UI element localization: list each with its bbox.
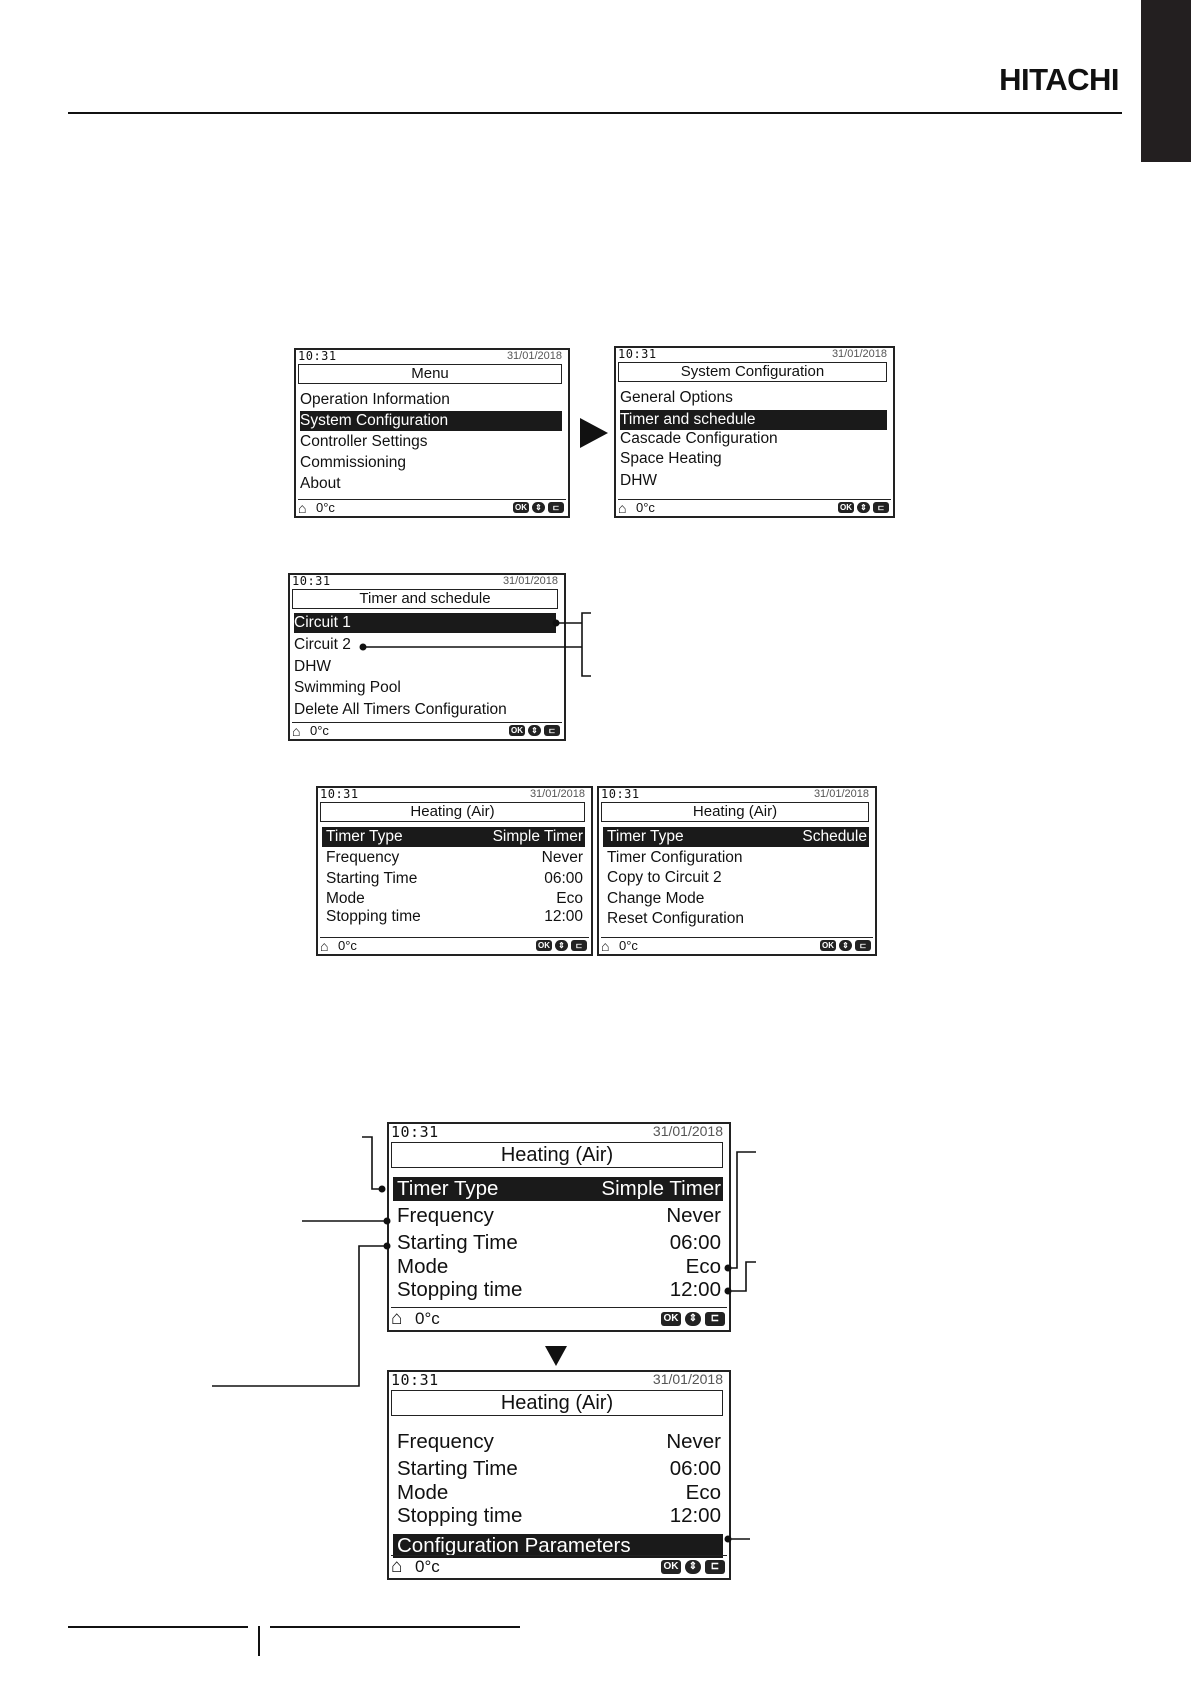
back-key-icon: ⊏: [705, 1312, 725, 1326]
row-label: Starting Time: [397, 1457, 518, 1480]
clock: 10:31: [292, 574, 331, 588]
row-value: Eco: [556, 890, 583, 907]
brand-logo: HITACHI: [999, 62, 1119, 97]
screen-title: Timer and schedule: [292, 589, 558, 609]
row-label: Stopping time: [397, 1278, 523, 1301]
row-value: 12:00: [669, 1278, 721, 1301]
ok-key-icon: OK: [822, 941, 834, 950]
row-label: Starting Time: [326, 870, 418, 887]
home-icon: ⌂: [320, 938, 329, 954]
home-icon: ⌂: [391, 1556, 403, 1577]
row-label: Starting Time: [397, 1231, 518, 1254]
temperature: 0°c: [636, 500, 655, 515]
up-down-key-icon: ⇕: [685, 1312, 701, 1326]
menu-item-circuit-2[interactable]: Circuit 2: [294, 636, 351, 653]
menu-item-commissioning[interactable]: Commissioning: [300, 454, 406, 471]
up-down-key-icon: ⇕: [839, 940, 852, 951]
menu-item-swimming-pool[interactable]: Swimming Pool: [294, 679, 401, 696]
date: 31/01/2018: [813, 788, 869, 800]
row-value: 06:00: [669, 1231, 721, 1254]
menu-item-operation-information[interactable]: Operation Information: [300, 391, 450, 408]
row-label: Timer Type: [607, 828, 684, 845]
clock: 10:31: [618, 347, 657, 361]
clock: 10:31: [320, 787, 359, 801]
screen-title: Menu: [298, 364, 562, 384]
home-icon: ⌂: [601, 938, 610, 954]
back-key-icon: ⊏: [544, 725, 560, 736]
screen-title: Heating (Air): [601, 802, 869, 822]
row-value: Simple Timer: [492, 828, 583, 845]
row-label: Stopping time: [326, 908, 421, 925]
ok-key-icon: OK: [661, 1312, 681, 1326]
row-label: Stopping time: [397, 1504, 523, 1527]
date: 31/01/2018: [506, 350, 562, 362]
row-label: Timer Type: [397, 1177, 499, 1200]
menu-item-dhw[interactable]: DHW: [294, 658, 332, 675]
row-value: Never: [541, 849, 583, 866]
back-key-icon: ⊏: [873, 502, 889, 513]
date: 31/01/2018: [502, 575, 558, 587]
row-label: Copy to Circuit 2: [607, 869, 722, 886]
footer-divider: [258, 1626, 260, 1656]
temperature: 0°c: [415, 1557, 440, 1576]
row-value: Schedule: [802, 828, 867, 845]
menu-item-delete-all-timers[interactable]: Delete All Timers Configuration: [294, 701, 507, 718]
row-value: Eco: [685, 1255, 721, 1278]
row-label: Configuration Parameters: [397, 1534, 631, 1557]
row-label: Mode: [326, 890, 365, 907]
menu-item-about[interactable]: About: [300, 475, 341, 492]
back-key-icon: ⊏: [855, 940, 871, 951]
back-key-icon: ⊏: [548, 502, 564, 513]
clock: 10:31: [391, 1123, 439, 1141]
clock: 10:31: [601, 787, 640, 801]
clock: 10:31: [298, 349, 337, 363]
up-down-key-icon: ⇕: [685, 1560, 701, 1574]
row-label: Change Mode: [607, 890, 705, 907]
clock: 10:31: [391, 1371, 439, 1389]
row-label: Timer Configuration: [607, 849, 743, 866]
row-label: Frequency: [326, 849, 400, 866]
date: 31/01/2018: [652, 1371, 723, 1387]
row-label: Frequency: [397, 1204, 494, 1227]
menu-item-cascade-configuration[interactable]: Cascade Configuration: [620, 430, 778, 447]
up-down-key-icon: ⇕: [532, 502, 545, 513]
ok-key-icon: OK: [515, 503, 527, 512]
screen-title: Heating (Air): [391, 1142, 723, 1168]
row-value: Eco: [685, 1481, 721, 1504]
home-icon: ⌂: [391, 1308, 403, 1329]
back-key-icon: ⊏: [705, 1560, 725, 1574]
menu-item-system-configuration[interactable]: System Configuration: [300, 411, 562, 431]
footer-rule-right: [270, 1626, 520, 1628]
temperature: 0°c: [316, 500, 335, 515]
temperature: 0°c: [619, 938, 638, 953]
date: 31/01/2018: [831, 348, 887, 360]
date: 31/01/2018: [529, 788, 585, 800]
row-label: Mode: [397, 1255, 449, 1278]
screen-title: System Configuration: [618, 362, 887, 382]
temperature: 0°c: [310, 723, 329, 738]
row-label: Mode: [397, 1481, 449, 1504]
home-icon: ⌂: [618, 500, 627, 516]
row-value: 12:00: [544, 908, 583, 925]
up-down-key-icon: ⇕: [857, 502, 870, 513]
row-value: 06:00: [669, 1457, 721, 1480]
temperature: 0°c: [415, 1309, 440, 1328]
ok-key-icon: OK: [661, 1560, 681, 1574]
up-down-key-icon: ⇕: [528, 725, 541, 736]
up-down-key-icon: ⇕: [555, 940, 568, 951]
row-label: Frequency: [397, 1430, 494, 1453]
menu-item-space-heating[interactable]: Space Heating: [620, 450, 722, 467]
row-value: Never: [666, 1204, 721, 1227]
row-value: 12:00: [669, 1504, 721, 1527]
footer-rule-left: [68, 1626, 248, 1628]
date: 31/01/2018: [652, 1123, 723, 1139]
row-value: 06:00: [544, 870, 583, 887]
row-label: Reset Configuration: [607, 910, 744, 927]
menu-item-timer-and-schedule[interactable]: Timer and schedule: [620, 410, 887, 430]
temperature: 0°c: [338, 938, 357, 953]
home-icon: ⌂: [298, 500, 307, 516]
screen-title: Heating (Air): [391, 1390, 723, 1416]
row-value: Simple Timer: [601, 1177, 721, 1200]
ok-key-icon: OK: [538, 941, 550, 950]
back-key-icon: ⊏: [571, 940, 587, 951]
ok-key-icon: OK: [840, 503, 852, 512]
menu-item-circuit-1[interactable]: Circuit 1: [294, 613, 556, 633]
home-icon: ⌂: [292, 723, 301, 739]
row-value: Never: [666, 1430, 721, 1453]
screen-title: Heating (Air): [320, 802, 585, 822]
row-label: Timer Type: [326, 828, 403, 845]
menu-item-controller-settings[interactable]: Controller Settings: [300, 433, 428, 450]
ok-key-icon: OK: [511, 726, 523, 735]
menu-item-general-options[interactable]: General Options: [620, 389, 733, 406]
menu-item-dhw[interactable]: DHW: [620, 472, 658, 489]
